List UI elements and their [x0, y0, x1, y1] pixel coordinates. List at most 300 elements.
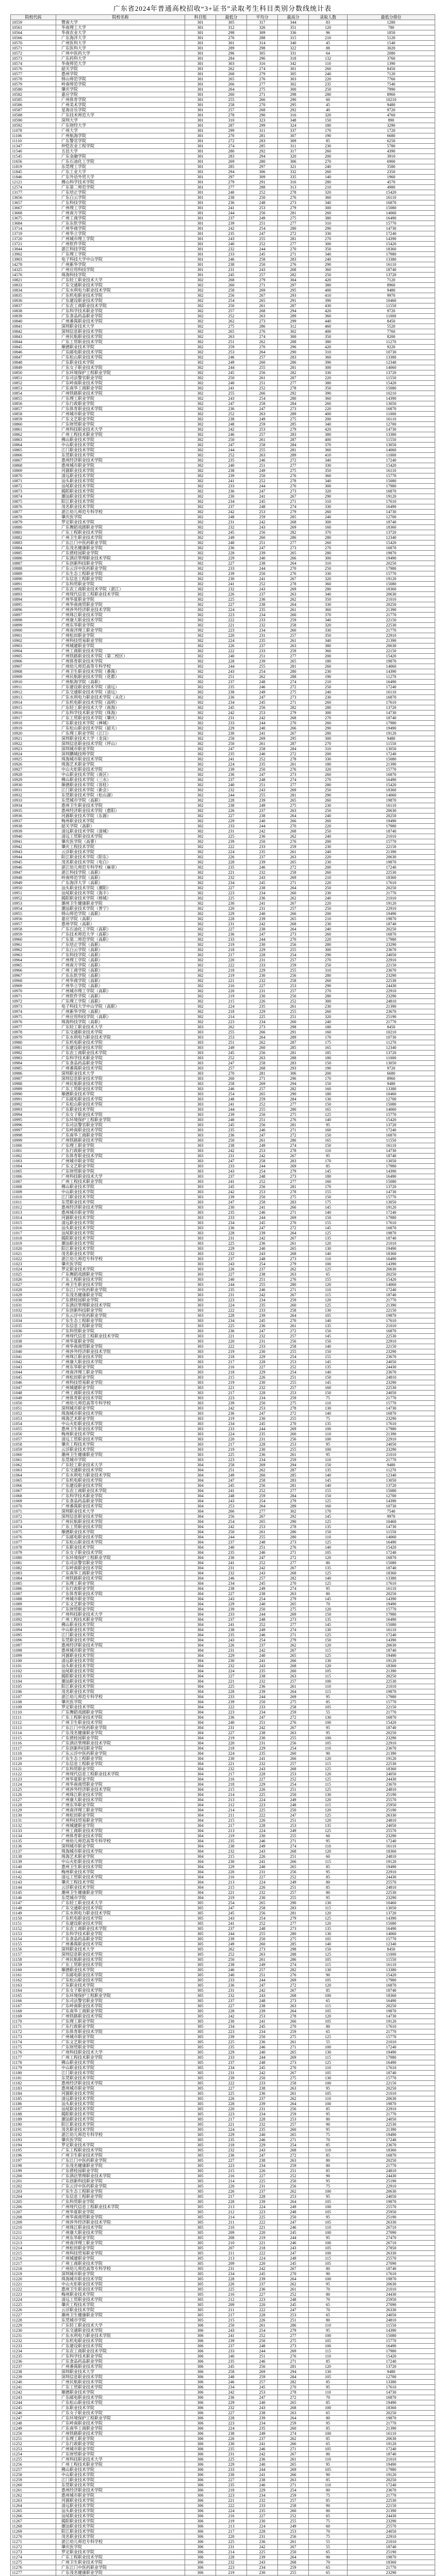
- cell-min-score: 225: [216, 1684, 247, 1689]
- cell-min-score: 275: [216, 324, 247, 329]
- cell-avg-score: 247: [247, 695, 278, 700]
- cell-avg-score: 246: [247, 2359, 278, 2364]
- cell-max-score: 276: [278, 1720, 309, 1725]
- cell-avg-score: 232: [247, 2498, 278, 2503]
- cell-admitted-count: 300: [309, 520, 348, 525]
- cell-admitted-count: 250: [309, 685, 348, 690]
- cell-max-score: 302: [278, 1509, 309, 1514]
- cell-max-score: 255: [278, 2570, 309, 2575]
- cell-max-score: 284: [278, 1494, 309, 1499]
- cell-max-score: 295: [278, 103, 309, 108]
- table-row: [11, 2488, 435, 2493]
- cell-subject-group: 305: [185, 2065, 216, 2071]
- cell-school-name: 珠海艺术职业学院: [56, 1854, 185, 1859]
- cell-school-name: 广东科贸职业学院: [56, 1329, 185, 1334]
- table-row: [11, 417, 435, 422]
- cell-school-code: 13656: [11, 195, 56, 200]
- cell-subject-group: 306: [185, 2529, 216, 2534]
- cell-min-score: 247: [216, 1159, 247, 1164]
- cell-avg-score: 225: [247, 2550, 278, 2555]
- cell-admitted-count: 310: [309, 499, 348, 504]
- cell-max-score: 267: [278, 1725, 309, 1731]
- cell-school-code: 11250: [11, 2431, 56, 2436]
- cell-school-name: 广东财经大学: [56, 123, 185, 128]
- table-row: [11, 1380, 435, 1385]
- table-row: [11, 381, 435, 386]
- cell-subject-group: 305: [185, 1983, 216, 1988]
- cell-max-score: 249: [278, 1798, 309, 1803]
- cell-avg-score: 226: [247, 1818, 278, 1823]
- cell-avg-score: 255: [247, 1282, 278, 1287]
- cell-school-name: 深圳信息职业技术学院: [56, 1514, 185, 1519]
- cell-max-score: 281: [278, 1050, 309, 1056]
- table-row: [11, 989, 435, 994]
- cell-min-rank: 20250: [348, 1591, 435, 1597]
- table-row: [11, 1792, 435, 1798]
- cell-min-rank: 20630: [348, 808, 435, 814]
- cell-school-name: 广东环境保护工程职业学院: [56, 1117, 185, 1123]
- cell-school-code: 10997: [11, 1128, 56, 1133]
- table-row: [11, 484, 435, 489]
- cell-avg-score: 238: [247, 2158, 278, 2163]
- cell-max-score: 265: [278, 1865, 309, 1870]
- cell-min-score: 213: [216, 2256, 247, 2261]
- cell-min-rank: 21390: [348, 1432, 435, 1437]
- cell-min-score: 264: [216, 87, 247, 92]
- cell-avg-score: 260: [247, 1942, 278, 1947]
- cell-max-score: 279: [278, 510, 309, 515]
- table-row: [11, 1571, 435, 1576]
- cell-subject-group: 305: [185, 1957, 216, 1962]
- cell-school-name: 广东轻工职业技术大学: [56, 278, 185, 283]
- cell-school-name: 嘉应学院: [56, 92, 185, 97]
- cell-school-name: 广东轻工职业技术大学: [56, 1463, 185, 1468]
- cell-min-score: 228: [216, 798, 247, 803]
- cell-min-score: 250: [216, 1957, 247, 1962]
- cell-min-rank: 8450: [348, 66, 435, 72]
- cell-min-rank: 25570: [348, 1798, 435, 1803]
- cell-min-rank: 23290: [348, 942, 435, 947]
- cell-admitted-count: 350: [309, 247, 348, 252]
- cell-admitted-count: 260: [309, 819, 348, 824]
- cell-max-score: 286: [278, 2323, 309, 2328]
- cell-school-name: 梅州职业技术学院: [56, 2292, 185, 2297]
- cell-max-score: 272: [278, 752, 309, 757]
- cell-admitted-count: 60: [309, 97, 348, 103]
- cell-school-code: 10992: [11, 1102, 56, 1107]
- cell-subject-group: 302: [185, 814, 216, 819]
- table-row: [11, 2503, 435, 2509]
- table-row: [11, 2055, 435, 2060]
- cell-subject-group: 306: [185, 2364, 216, 2369]
- table-row: [11, 427, 435, 432]
- cell-school-code: 11105: [11, 1684, 56, 1689]
- cell-subject-group: 303: [185, 1174, 216, 1179]
- cell-admitted-count: 65: [309, 1998, 348, 2004]
- cell-max-score: 259: [278, 1710, 309, 1715]
- cell-avg-score: 251: [247, 221, 278, 226]
- cell-max-score: 272: [278, 1983, 309, 1988]
- cell-avg-score: 238: [247, 1591, 278, 1597]
- cell-min-rank: 24430: [348, 984, 435, 989]
- cell-subject-group: 304: [185, 1705, 216, 1710]
- cell-avg-score: 234: [247, 2029, 278, 2035]
- table-row: [11, 82, 435, 87]
- cell-min-score: 215: [216, 1818, 247, 1823]
- cell-school-code: 11238: [11, 2369, 56, 2375]
- cell-school-name: 广州城建职业学院: [56, 643, 185, 649]
- cell-avg-score: 230: [247, 942, 278, 947]
- cell-min-rank: 23290: [348, 1380, 435, 1385]
- cell-min-score: 244: [216, 1107, 247, 1112]
- cell-min-rank: 25190: [348, 1808, 435, 1813]
- cell-min-rank: 8450: [348, 319, 435, 324]
- cell-avg-score: 231: [247, 989, 278, 994]
- table-row: [11, 1597, 435, 1602]
- cell-admitted-count: 390: [309, 360, 348, 365]
- cell-max-score: 251: [278, 2318, 309, 2323]
- cell-min-rank: 25950: [348, 2210, 435, 2215]
- cell-admitted-count: 95: [309, 2086, 348, 2091]
- cell-max-score: 262: [278, 896, 309, 901]
- cell-avg-score: 244: [247, 2055, 278, 2060]
- cell-avg-score: 261: [247, 303, 278, 309]
- cell-min-rank: 4760: [348, 113, 435, 118]
- cell-admitted-count: 200: [309, 654, 348, 659]
- cell-subject-group: 304: [185, 1576, 216, 1581]
- cell-school-name: 广东工贸职业技术学院: [56, 1962, 185, 1968]
- cell-subject-group: 304: [185, 1504, 216, 1509]
- cell-subject-group: 302: [185, 587, 216, 592]
- cell-subject-group: 305: [185, 2009, 216, 2014]
- cell-school-code: 11179: [11, 2065, 56, 2071]
- cell-max-score: 253: [278, 2313, 309, 2318]
- cell-admitted-count: 96: [309, 30, 348, 36]
- cell-min-score: 223: [216, 2565, 247, 2570]
- cell-min-score: 212: [216, 2210, 247, 2215]
- cell-min-rank: 18360: [348, 1571, 435, 1576]
- cell-max-score: 293: [278, 293, 309, 298]
- table-row: [11, 103, 435, 108]
- cell-admitted-count: 170: [309, 1509, 348, 1514]
- cell-min-score: 247: [216, 1061, 247, 1066]
- table-row: [11, 350, 435, 355]
- cell-max-score: 301: [278, 66, 309, 72]
- cell-school-code: 10883: [11, 540, 56, 546]
- cell-subject-group: 302: [185, 582, 216, 587]
- cell-school-name: 广东生态工程职业学院: [56, 571, 185, 577]
- cell-max-score: 267: [278, 494, 309, 499]
- cell-school-name: 广东农工商职业技术学院: [56, 303, 185, 309]
- cell-min-score: 240: [216, 190, 247, 195]
- cell-max-score: 264: [278, 2102, 309, 2107]
- cell-min-score: 230: [216, 2472, 247, 2478]
- cell-min-rank: 27090: [348, 2261, 435, 2266]
- cell-admitted-count: 260: [309, 721, 348, 726]
- cell-admitted-count: 145: [309, 1597, 348, 1602]
- cell-school-name: 广东轻工职业技术大学: [56, 2323, 185, 2328]
- cell-min-score: 285: [216, 164, 247, 170]
- cell-subject-group: 306: [185, 2349, 216, 2354]
- cell-school-code: 10588: [11, 113, 56, 118]
- cell-school-name: 广州现代信息工程职业技术学院: [56, 592, 185, 597]
- cell-max-score: 298: [278, 1025, 309, 1030]
- cell-min-score: 246: [216, 432, 247, 437]
- cell-admitted-count: 235: [309, 82, 348, 87]
- cell-avg-score: 238: [247, 2411, 278, 2416]
- cell-admitted-count: 400: [309, 437, 348, 443]
- cell-subject-group: 302: [185, 422, 216, 427]
- cell-admitted-count: 125: [309, 1540, 348, 1545]
- cell-admitted-count: 105: [309, 2447, 348, 2452]
- table-row: [11, 1844, 435, 1849]
- table-row: [11, 2472, 435, 2478]
- cell-min-score: 217: [216, 1360, 247, 1365]
- cell-school-name: 广东工业大学: [56, 170, 185, 175]
- cell-min-rank: 11270: [348, 1468, 435, 1473]
- cell-avg-score: 224: [247, 2256, 278, 2261]
- cell-admitted-count: 360: [309, 195, 348, 200]
- cell-school-name: 江门职业技术学院（新会）: [56, 788, 185, 793]
- cell-school-code: 10941: [11, 839, 56, 844]
- cell-avg-score: 234: [247, 1020, 278, 1025]
- cell-school-code: 11126: [11, 1792, 56, 1798]
- cell-max-score: 261: [278, 1452, 309, 1458]
- table-row: [11, 1251, 435, 1257]
- cell-max-score: 316: [278, 113, 309, 118]
- cell-school-code: 11019: [11, 1241, 56, 1246]
- cell-min-score: 218: [216, 968, 247, 973]
- table-row: [11, 1081, 435, 1087]
- cell-avg-score: 227: [247, 1365, 278, 1370]
- cell-avg-score: 247: [247, 1411, 278, 1416]
- table-row: [11, 56, 435, 61]
- cell-avg-score: 233: [247, 2081, 278, 2086]
- cell-admitted-count: 240: [309, 690, 348, 695]
- cell-subject-group: 303: [185, 1349, 216, 1354]
- cell-min-rank: 21770: [348, 2493, 435, 2498]
- cell-school-name: 肇庆医学院: [56, 515, 185, 520]
- cell-school-code: 10839: [11, 314, 56, 319]
- cell-min-rank: 11000: [348, 412, 435, 417]
- cell-min-rank: 24810: [348, 1818, 435, 1823]
- table-row: [11, 1633, 435, 1638]
- cell-subject-group: 304: [185, 1875, 216, 1880]
- table-row: [11, 2076, 435, 2081]
- cell-subject-group: 302: [185, 638, 216, 643]
- cell-max-score: 259: [278, 649, 309, 654]
- cell-subject-group: 303: [185, 1380, 216, 1385]
- cell-avg-score: 250: [247, 1607, 278, 1612]
- cell-max-score: 268: [278, 922, 309, 927]
- cell-school-name: 广东司法警官职业学院: [56, 1998, 185, 2004]
- cell-avg-score: 273: [247, 1025, 278, 1030]
- cell-max-score: 292: [278, 391, 309, 396]
- cell-school-name: 湛江幼儿师范专科学校: [56, 2132, 185, 2138]
- cell-min-rank: 21770: [348, 2029, 435, 2035]
- cell-max-score: 259: [278, 2565, 309, 2570]
- cell-avg-score: 247: [247, 1715, 278, 1720]
- table-row: [11, 571, 435, 577]
- cell-min-rank: 1540: [348, 41, 435, 46]
- cell-subject-group: 305: [185, 2050, 216, 2055]
- cell-min-score: 229: [216, 2050, 247, 2055]
- cell-max-score: 315: [278, 36, 309, 41]
- cell-school-code: 10885: [11, 551, 56, 556]
- cell-school-code: 11165: [11, 1993, 56, 1998]
- cell-avg-score: 249: [247, 468, 278, 473]
- cell-admitted-count: 260: [309, 772, 348, 777]
- cell-admitted-count: 80: [309, 2318, 348, 2323]
- cell-subject-group: 305: [185, 1921, 216, 1926]
- table-row: [11, 77, 435, 82]
- cell-max-score: 274: [278, 504, 309, 510]
- cell-subject-group: 305: [185, 2282, 216, 2287]
- cell-school-code: 11156: [11, 1947, 56, 1952]
- cell-school-code: 11207: [11, 2210, 56, 2215]
- cell-min-rank: 13050: [348, 1200, 435, 1205]
- cell-admitted-count: 105: [309, 1741, 348, 1746]
- cell-school-code: 11112: [11, 1720, 56, 1725]
- table-row: [11, 221, 435, 226]
- cell-school-code: 10966: [11, 968, 56, 973]
- cell-subject-group: 302: [185, 999, 216, 1004]
- cell-admitted-count: 150: [309, 1391, 348, 1396]
- table-row: [11, 1978, 435, 1983]
- cell-subject-group: 306: [185, 2416, 216, 2421]
- table-row: [11, 1653, 435, 1658]
- cell-school-name: 广东科学技术职业学院: [56, 1056, 185, 1061]
- cell-subject-group: 303: [185, 1251, 216, 1257]
- cell-min-score: 277: [216, 185, 247, 190]
- table-row: [11, 1777, 435, 1782]
- cell-school-code: 10843: [11, 334, 56, 340]
- cell-max-score: 286: [278, 360, 309, 365]
- cell-max-score: 254: [278, 1354, 309, 1360]
- cell-subject-group: 303: [185, 1133, 216, 1138]
- cell-school-name: 广东邮电职业技术学院: [56, 350, 185, 355]
- cell-avg-score: 238: [247, 2086, 278, 2091]
- cell-min-rank: 15420: [348, 540, 435, 546]
- cell-school-code: 10590: [11, 118, 56, 123]
- table-row: [11, 2364, 435, 2369]
- cell-school-code: 11244: [11, 2400, 56, 2405]
- cell-subject-group: 303: [185, 1226, 216, 1231]
- cell-subject-group: 301: [185, 206, 216, 211]
- table-row: [11, 2385, 435, 2390]
- table-row: [11, 783, 435, 788]
- cell-min-rank: 14060: [348, 1107, 435, 1112]
- cell-min-rank: 24050: [348, 2313, 435, 2318]
- table-row: [11, 1205, 435, 1210]
- cell-min-score: 230: [216, 901, 247, 906]
- cell-min-score: 226: [216, 2096, 247, 2102]
- cell-min-rank: 21010: [348, 1684, 435, 1689]
- cell-max-score: 272: [278, 1226, 309, 1231]
- cell-avg-score: 306: [247, 170, 278, 175]
- cell-admitted-count: 150: [309, 1375, 348, 1380]
- cell-school-code: 11231: [11, 2333, 56, 2338]
- cell-school-code: 10870: [11, 473, 56, 479]
- cell-school-name: 肇庆医学院: [56, 2545, 185, 2550]
- cell-min-score: 218: [216, 1009, 247, 1014]
- cell-admitted-count: 250: [309, 906, 348, 911]
- cell-school-name: 广东建设职业技术学院（清远）: [56, 685, 185, 690]
- cell-avg-score: 246: [247, 1550, 278, 1555]
- cell-admitted-count: 155: [309, 1488, 348, 1494]
- cell-school-name: 阳江职业技术学院: [56, 499, 185, 504]
- cell-admitted-count: 260: [309, 664, 348, 669]
- cell-min-score: 238: [216, 1628, 247, 1633]
- cell-subject-group: 302: [185, 592, 216, 597]
- table-row: [11, 20, 435, 25]
- cell-subject-group: 303: [185, 1236, 216, 1241]
- cell-min-rank: 14390: [348, 236, 435, 242]
- cell-school-code: 10850: [11, 370, 56, 376]
- cell-subject-group: 301: [185, 61, 216, 66]
- cell-school-name: 广州工商职业技术学院: [56, 1828, 185, 1834]
- cell-min-score: 241: [216, 2333, 247, 2338]
- cell-avg-score: 281: [247, 1071, 278, 1076]
- cell-subject-group: 302: [185, 860, 216, 865]
- cell-admitted-count: 280: [309, 942, 348, 947]
- cell-school-code: 11083: [11, 1571, 56, 1576]
- cell-admitted-count: 115: [309, 2004, 348, 2009]
- cell-admitted-count: 155: [309, 1190, 348, 1195]
- cell-school-code: 10970: [11, 989, 56, 994]
- cell-subject-group: 302: [185, 453, 216, 458]
- table-header-row: [11, 15, 435, 20]
- cell-school-code: 11157: [11, 1952, 56, 1957]
- cell-school-name: 广东工程职业技术学院: [56, 1715, 185, 1720]
- cell-school-code: 11846: [11, 175, 56, 180]
- cell-max-score: 253: [278, 984, 309, 989]
- cell-school-code: 10842: [11, 329, 56, 334]
- cell-max-score: 335: [278, 175, 309, 180]
- cell-school-code: 11122: [11, 1772, 56, 1777]
- cell-school-name: 韶关学院（高职）: [56, 824, 185, 829]
- cell-min-rank: 17980: [348, 937, 435, 942]
- cell-min-rank: 14730: [348, 710, 435, 716]
- cell-min-score: 234: [216, 700, 247, 705]
- cell-subject-group: 301: [185, 51, 216, 56]
- cell-avg-score: 237: [247, 1643, 278, 1648]
- table-row: [11, 345, 435, 350]
- cell-admitted-count: 270: [309, 777, 348, 783]
- cell-subject-group: 305: [185, 2122, 216, 2127]
- cell-subject-group: 304: [185, 1509, 216, 1514]
- cell-max-score: 258: [278, 1308, 309, 1313]
- cell-max-score: 263: [278, 2004, 309, 2009]
- cell-avg-score: 254: [247, 1262, 278, 1267]
- cell-school-name: 广东交通职业技术学院: [56, 1030, 185, 1035]
- cell-subject-group: 304: [185, 1653, 216, 1658]
- cell-admitted-count: 95: [309, 2194, 348, 2199]
- cell-subject-group: 306: [185, 2431, 216, 2436]
- cell-max-score: 251: [278, 1375, 309, 1380]
- cell-admitted-count: 110: [309, 1257, 348, 1262]
- cell-min-score: 241: [216, 1622, 247, 1628]
- cell-min-rank: 9720: [348, 108, 435, 113]
- cell-school-name: 广东工贸职业技术学院: [56, 340, 185, 345]
- cell-max-score: 296: [278, 345, 309, 350]
- cell-min-score: 235: [216, 1839, 247, 1844]
- cell-school-name: 广州华夏职业学院: [56, 597, 185, 602]
- cell-min-rank: 21010: [348, 1241, 435, 1246]
- cell-avg-score: 225: [247, 2179, 278, 2184]
- cell-subject-group: 301: [185, 190, 216, 195]
- cell-min-rank: 14390: [348, 1262, 435, 1267]
